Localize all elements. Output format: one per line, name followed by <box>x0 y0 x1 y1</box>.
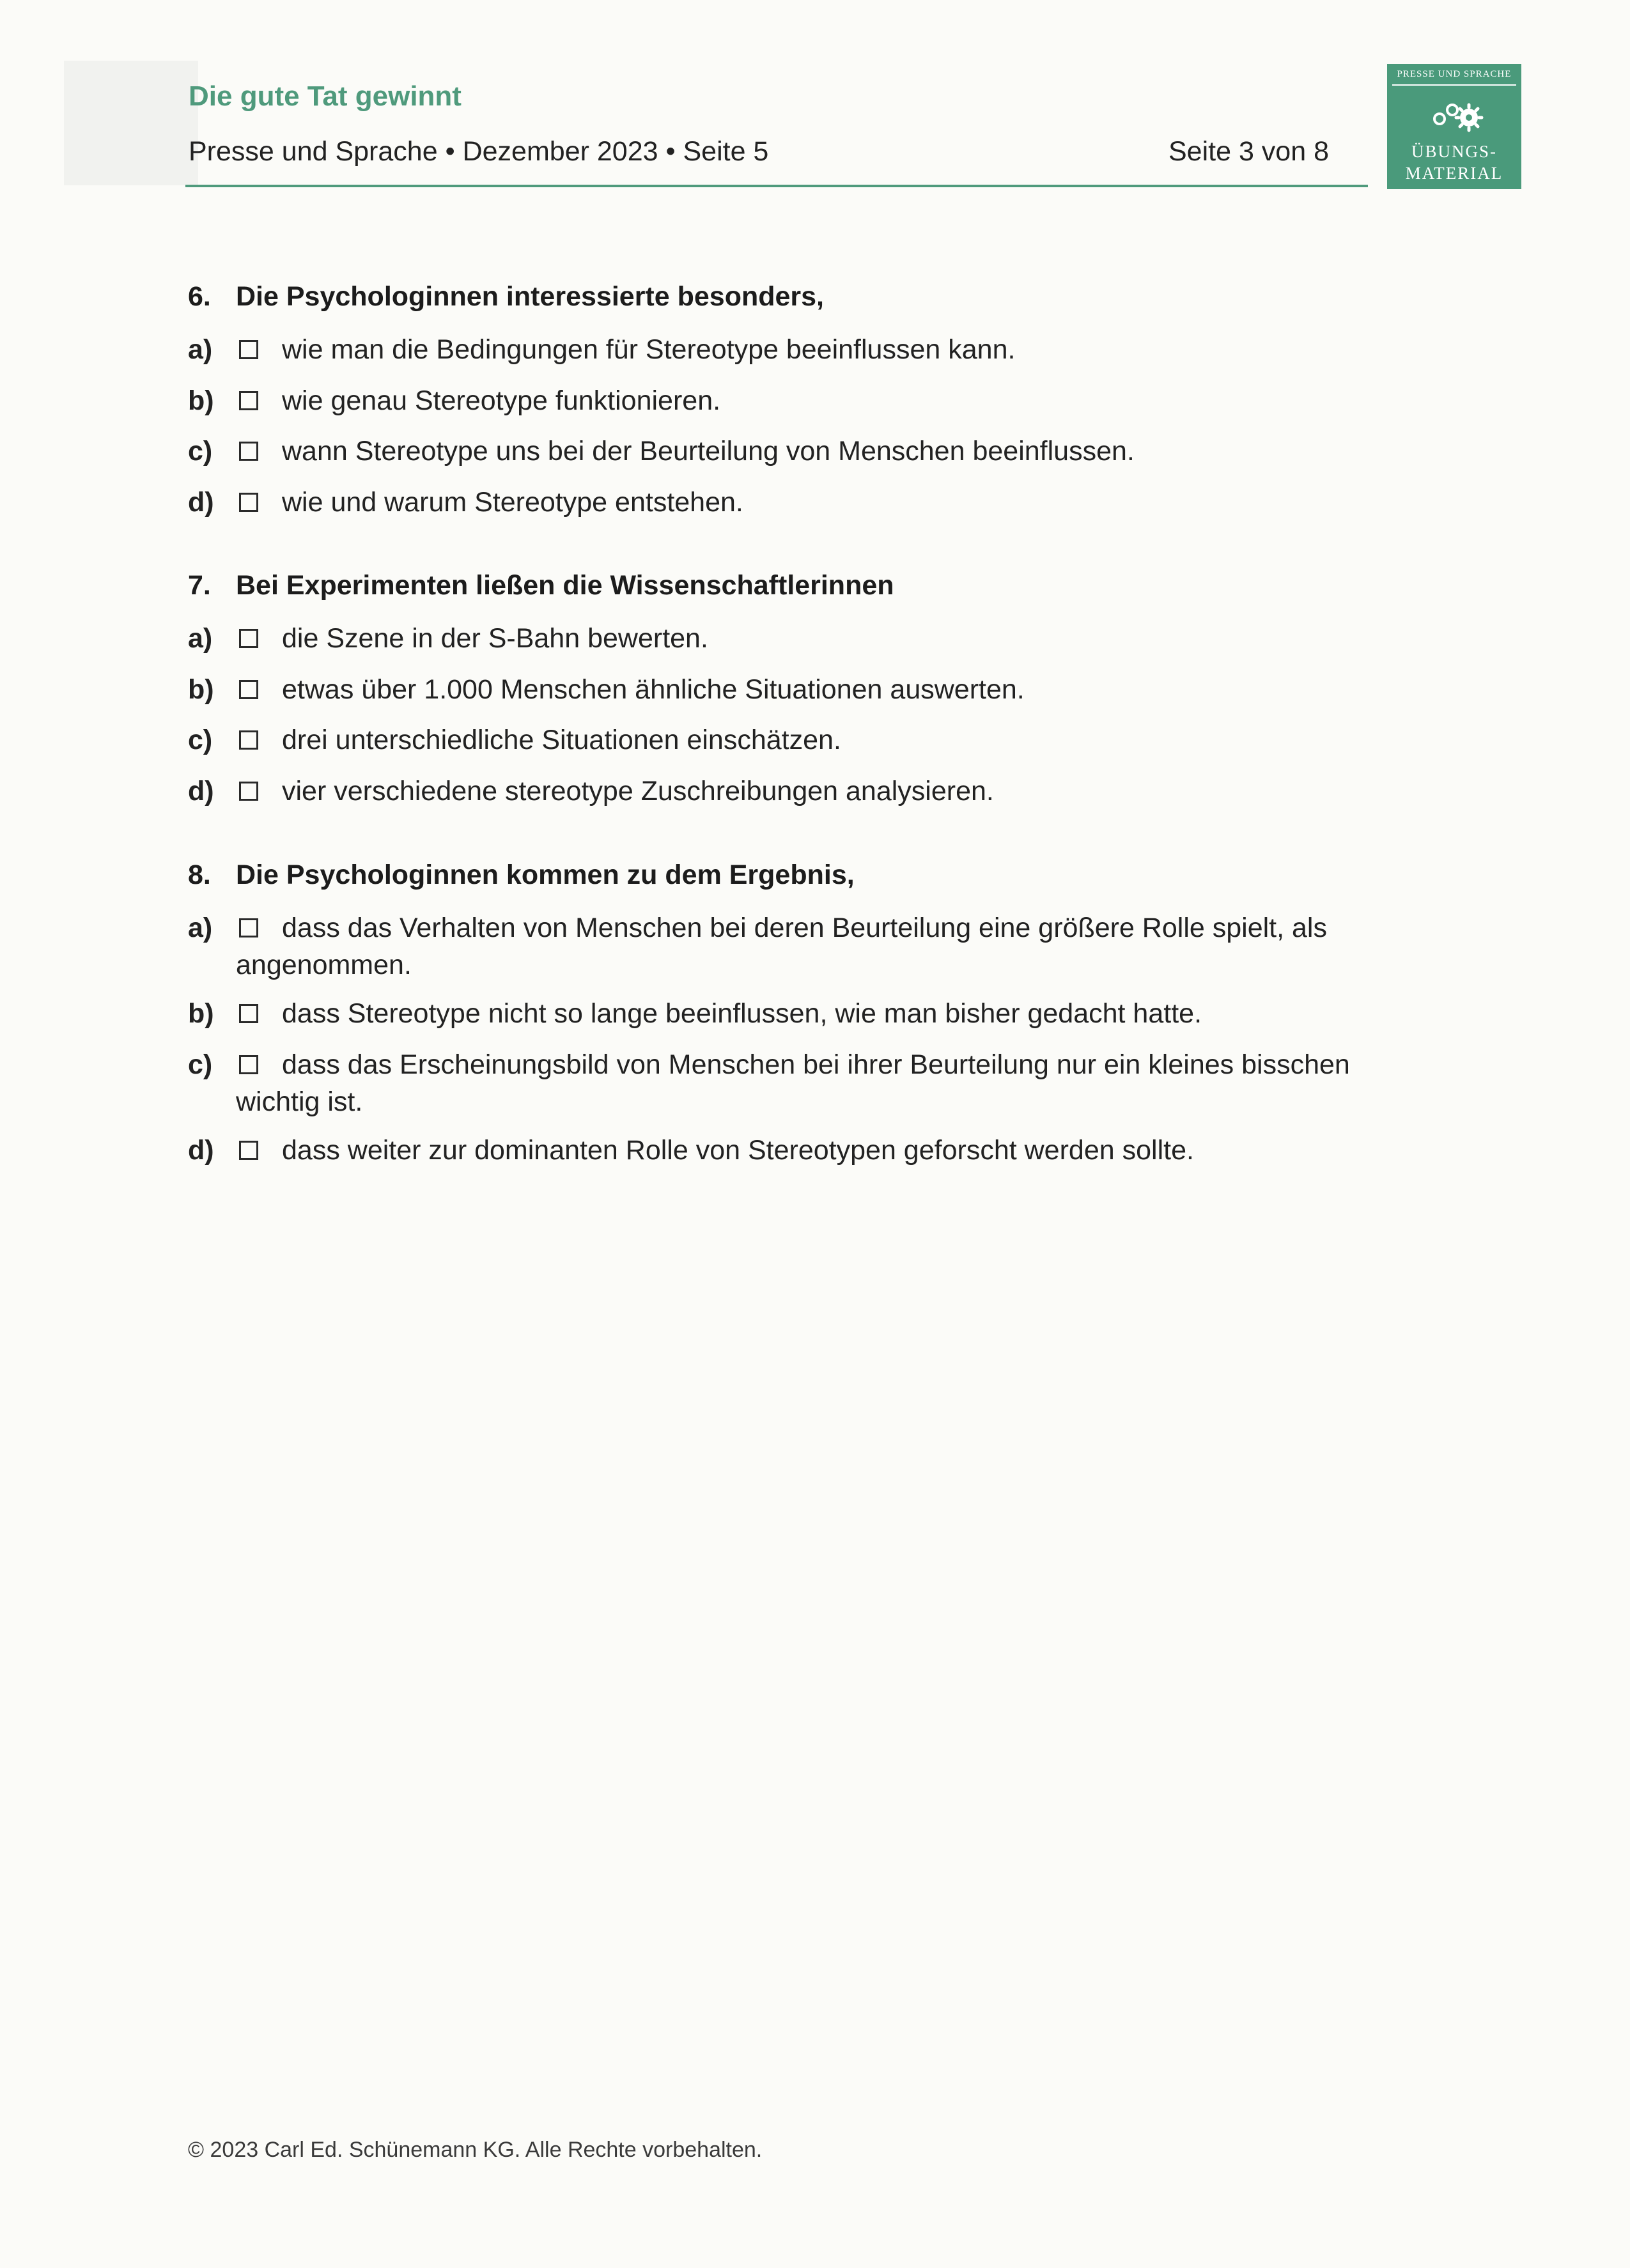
option-text: wann Stereotype uns bei der Beurteilung von Menschen beeinflussen. <box>282 436 1135 467</box>
uebungsmaterial-badge <box>1387 64 1521 189</box>
badge-word-2: MATERIAL <box>1405 164 1503 183</box>
copyright-footer: © 2023 Carl Ed. Schünemann KG. Alle Rechte vorbehalten. <box>188 2138 763 2162</box>
question-number: 6. <box>188 281 211 312</box>
option-text: vier verschiedene stereotype Zuschreibungen analysieren. <box>282 776 994 806</box>
option-text: wie genau Stereotype funktionieren. <box>282 385 721 416</box>
option-letter: b) <box>188 998 214 1029</box>
question-7-prompt <box>188 570 894 601</box>
option-text: dass das Erscheinungsbild von Menschen bei ihrer Beurteilung nur ein kleines bisschen <box>282 1049 1350 1080</box>
option-text: die Szene in der S-Bahn bewerten. <box>282 623 708 654</box>
checkbox[interactable] <box>239 730 258 750</box>
option-text: drei unterschiedliche Situationen einschätzen. <box>282 725 841 755</box>
question-number: 8. <box>188 860 211 890</box>
option-letter: a) <box>188 623 213 654</box>
option-text: wie und warum Stereotype entstehen. <box>282 487 743 518</box>
checkbox[interactable] <box>239 1055 258 1074</box>
checkbox[interactable] <box>239 629 258 648</box>
option-letter: d) <box>188 776 214 806</box>
document-title: Die gute Tat gewinnt <box>189 81 462 112</box>
option-letter: a) <box>188 334 213 365</box>
question-text: Die Psychologinnen kommen zu dem Ergebnis, <box>236 860 855 890</box>
gears-icon <box>1427 93 1484 138</box>
option-letter: c) <box>188 1049 213 1080</box>
checkbox[interactable] <box>239 493 258 512</box>
checkbox[interactable] <box>239 918 258 937</box>
checkbox[interactable] <box>239 1004 258 1023</box>
option-text: etwas über 1.000 Menschen ähnliche Situationen auswerten. <box>282 674 1025 705</box>
option-text: wie man die Bedingungen für Stereotype beeinflussen kann. <box>282 334 1016 365</box>
option-text-continued: angenommen. <box>236 950 412 980</box>
question-8-prompt <box>188 860 855 891</box>
badge-divider <box>1392 84 1516 86</box>
badge-top-label: PRESSE UND SPRACHE <box>1397 69 1512 79</box>
option-letter: d) <box>188 487 214 518</box>
option-letter: d) <box>188 1135 214 1166</box>
checkbox[interactable] <box>239 442 258 461</box>
badge-word-1: ÜBUNGS- <box>1411 142 1497 161</box>
question-6-prompt <box>188 281 824 312</box>
question-number: 7. <box>188 570 211 601</box>
page-number: Seite 3 von 8 <box>1168 136 1329 167</box>
question-text: Die Psychologinnen interessierte besonders, <box>236 281 825 312</box>
option-text: dass Stereotype nicht so lange beeinflussen, wie man bisher gedacht hatte. <box>282 998 1202 1029</box>
option-letter: a) <box>188 913 213 943</box>
checkbox[interactable] <box>239 782 258 801</box>
option-letter: b) <box>188 385 214 416</box>
checkbox[interactable] <box>239 1141 258 1160</box>
option-letter: c) <box>188 725 213 755</box>
option-text: dass weiter zur dominanten Rolle von Stereotypen geforscht werden sollte. <box>282 1135 1194 1166</box>
option-text-continued: wichtig ist. <box>236 1086 363 1117</box>
header-divider <box>185 185 1368 187</box>
checkbox[interactable] <box>239 340 258 359</box>
option-text: dass das Verhalten von Menschen bei deren Beurteilung eine größere Rolle spielt, als <box>282 913 1327 943</box>
faded-logo-image <box>64 61 198 185</box>
checkbox[interactable] <box>239 680 258 699</box>
option-letter: c) <box>188 436 213 467</box>
document-subtitle: Presse und Sprache • Dezember 2023 • Seite 5 <box>189 136 769 167</box>
question-text: Bei Experimenten ließen die Wissenschaftlerinnen <box>236 570 894 601</box>
checkbox[interactable] <box>239 391 258 410</box>
option-letter: b) <box>188 674 214 705</box>
